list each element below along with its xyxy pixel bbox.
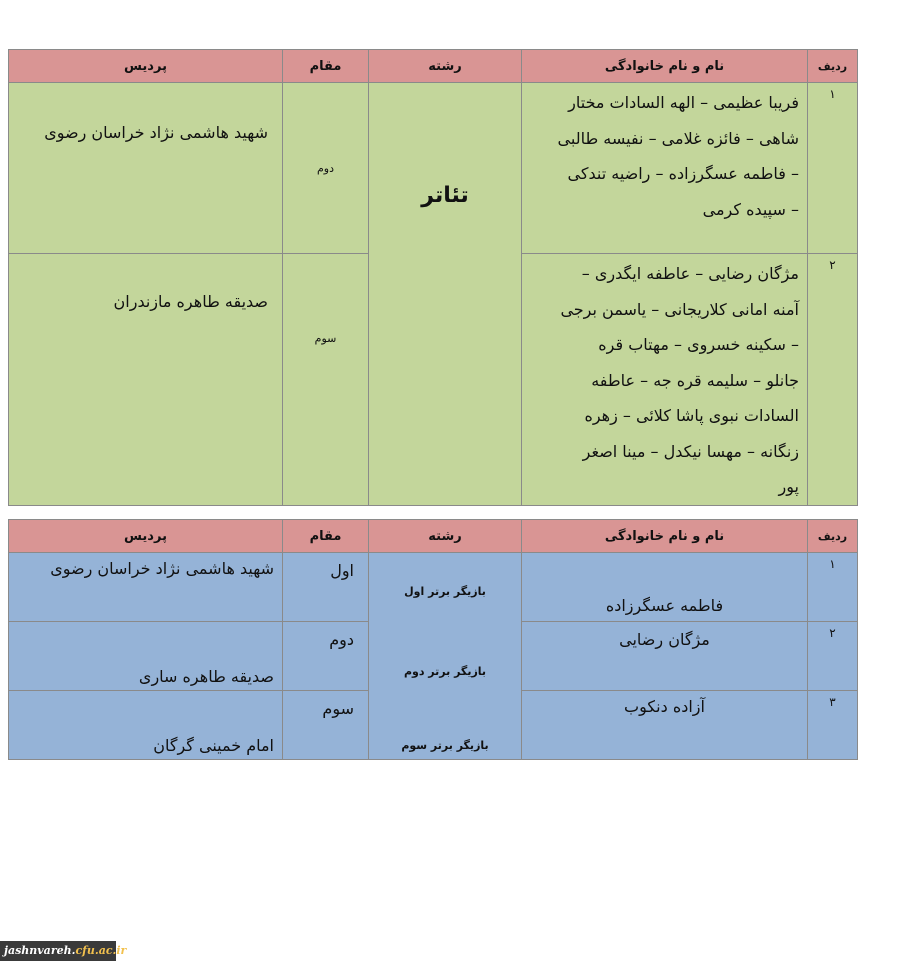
header-campus: پردیس [9, 50, 283, 83]
rank-cell: اول [283, 553, 369, 622]
major-cell [369, 83, 522, 506]
header-major: رشته [369, 50, 522, 83]
table-row [9, 553, 858, 622]
campus-cell: امام خمینی گرگان [9, 691, 283, 760]
row-number: ۲ [808, 622, 858, 691]
table-header [9, 50, 858, 83]
row-number: ۲ [808, 254, 858, 506]
person-name: آزاده دنکوب [522, 691, 808, 760]
campus-cell: صدیقه طاهره ساری [9, 622, 283, 691]
rank-cell: دوم [283, 622, 369, 691]
team-names [522, 83, 808, 254]
name-line: فریبا عظیمی – الهه السادات مختار [568, 93, 799, 112]
site-logo [0, 941, 127, 961]
name-line: پور [778, 477, 799, 496]
name-line: جانلو – سلیمه قره جه – عاطفه [591, 370, 799, 390]
campus-cell: شهید هاشمی نژاد خراسان رضوی [9, 553, 283, 622]
rank-cell [283, 254, 369, 506]
team-names [522, 254, 808, 506]
results-table-best-actor [8, 519, 858, 760]
header-campus: پردیس [9, 520, 283, 553]
header-row-number: ردیف [808, 520, 858, 553]
row-number: ۱ [808, 553, 858, 622]
table-header [9, 520, 858, 553]
logo-main-text: jashnvareh. [4, 944, 76, 957]
table-row [9, 83, 858, 254]
name-line: زنگانه – مهسا نیکدل – مینا اصغر [582, 441, 799, 461]
row-number: ۱ [808, 83, 858, 254]
header-rank: مقام [283, 520, 369, 553]
person-name: مژگان رضایی [522, 622, 808, 691]
header-name: نام و نام خانوادگی [522, 520, 808, 553]
award-label: بازیگر برتر اول [404, 585, 486, 598]
person-name: فاطمه عسگرزاده [522, 553, 808, 622]
header-row-number: ردیف [808, 50, 858, 83]
name-line: السادات نبوی پاشا کلائی – زهره [584, 406, 799, 425]
logo-accent-text: cfu.ac.ir [75, 944, 127, 957]
campus-label: صدیقه طاهره مازندران [113, 292, 268, 311]
rank-cell: سوم [283, 691, 369, 760]
award-label: بازیگر برتر دوم [403, 665, 487, 678]
rank-label: سوم [314, 332, 337, 345]
row-number: ۳ [808, 691, 858, 760]
results-table-theatre [8, 49, 858, 506]
header-rank: مقام [283, 50, 369, 83]
campus-cell [9, 254, 283, 506]
header-major: رشته [369, 520, 522, 553]
name-line: – فاطمه عسگرزاده – راضیه تندکی [567, 164, 799, 183]
award-cell [369, 553, 522, 760]
header-name: نام و نام خانوادگی [522, 50, 808, 83]
name-line: شاهی – فائزه غلامی – نفیسه طالبی [557, 128, 799, 148]
rank-cell: دوم [283, 83, 369, 254]
award-label: بازیگر برتر سوم [401, 739, 489, 752]
campus-cell [9, 83, 283, 254]
name-line: – سکینه خسروی – مهتاب قره [598, 335, 799, 354]
name-line: – سپیده کرمی [702, 199, 799, 219]
major-label: تئاتر [421, 183, 469, 208]
name-line: آمنه امانی کلاریجانی – یاسمن برجی [560, 299, 799, 319]
campus-label: شهید هاشمی نژاد خراسان رضوی [44, 123, 268, 142]
name-line: مژگان رضایی – عاطفه ایگدری – [581, 264, 799, 283]
